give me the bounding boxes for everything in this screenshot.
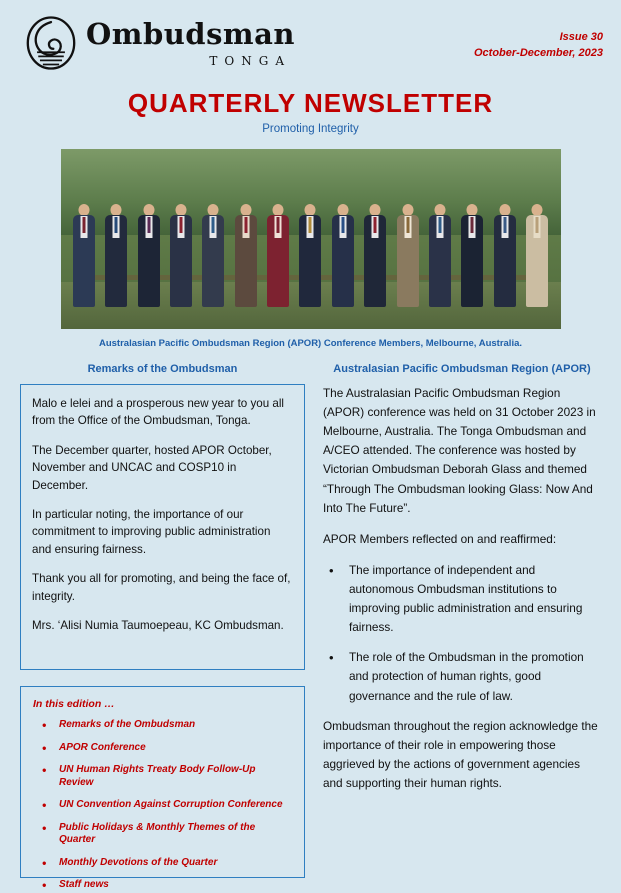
logo-wordmark	[86, 17, 295, 68]
in-this-edition-box	[20, 686, 305, 890]
remarks-heading: Remarks of the Ombudsman	[87, 363, 238, 375]
page-title: QUARTERLY NEWSLETTER	[127, 88, 494, 118]
remarks-signature: Mrs. ‘Alisi Numia Taumoepeau, KC Ombudsman.	[32, 618, 284, 632]
person-figure	[459, 204, 486, 308]
person-figure	[71, 204, 98, 308]
content-columns	[20, 363, 601, 890]
apor-bullet-list	[323, 561, 601, 706]
person-figure	[394, 204, 421, 308]
list-item: • The role of the Ombudsman in the promotion and protection of human rights, good governance and the rule of law.	[323, 648, 601, 705]
photo-block	[61, 149, 561, 349]
list-item[interactable]: • Remarks of the Ombudsman	[33, 719, 292, 732]
issue-date: October-December, 2023	[473, 46, 603, 59]
remarks-box	[20, 384, 305, 670]
issue-info	[474, 30, 603, 62]
list-item[interactable]: • UN Convention Against Corruption Conference	[33, 799, 292, 812]
list-item: • The importance of independent and autonomous Ombudsman institutions to improving public administration and ensuring fairness.	[323, 561, 601, 637]
remarks-paragraph: Malo e lelei and a prosperous new year to you all from the Office of the Ombudsman, Tonga.	[32, 397, 284, 428]
right-column	[323, 363, 601, 878]
edition-list	[33, 719, 292, 892]
ombudsman-logo	[22, 14, 295, 72]
left-column	[20, 363, 305, 890]
photo-people-row	[71, 178, 551, 308]
person-figure	[135, 204, 162, 308]
remarks-paragraph: Thank you all for promoting, and being the face of, integrity.	[32, 572, 291, 603]
issue-number: Issue 30	[559, 31, 603, 43]
list-item[interactable]: • Public Holidays & Monthly Themes of the Quarter	[33, 822, 292, 847]
person-figure	[491, 204, 518, 308]
person-figure	[362, 204, 389, 308]
person-figure	[265, 204, 292, 308]
apor-paragraph: APOR Members reflected on and reaffirmed:	[322, 531, 557, 546]
page-subtitle: Promoting Integrity	[262, 123, 359, 135]
list-item[interactable]: • Staff news	[33, 879, 292, 892]
person-figure	[426, 204, 453, 308]
remarks-paragraph: In particular noting, the importance of our commitment to improving public administration and ensuring fairness.	[32, 507, 271, 556]
logo-subtitle: TONGA	[209, 54, 291, 68]
conference-photo	[61, 149, 561, 329]
page-header	[0, 0, 621, 86]
list-item[interactable]: • UN Human Rights Treaty Body Follow-Up Review	[33, 764, 292, 789]
apor-paragraph: Ombudsman throughout the region acknowledge the importance of their role in empowering those aggrieved by the actions of government agencies and supporting their human rights.	[322, 718, 598, 790]
title-block	[0, 88, 621, 135]
apor-heading: Australasian Pacific Ombudsman Region (APOR)	[333, 363, 591, 375]
edition-title: In this edition …	[33, 698, 115, 710]
person-figure	[232, 204, 259, 308]
apor-article	[323, 384, 601, 793]
list-item[interactable]: • APOR Conference	[33, 742, 292, 755]
person-figure	[200, 204, 227, 308]
person-figure	[297, 204, 324, 308]
apor-paragraph: The Australasian Pacific Ombudsman Region (APOR) conference was held on 31 October 2023 in Melbourne, Australia. The Tonga Ombudsman and A/CEO attended. The conference was hosted by Victorian Ombudsman Deborah Glass and themed “Through The Ombudsman looking Glass: Now And Into The Future”.	[322, 386, 596, 515]
person-figure	[168, 204, 195, 308]
person-figure	[524, 204, 551, 308]
remarks-paragraph: The December quarter, hosted APOR October, November and UNCAC and COSP10 in December.	[32, 443, 272, 492]
photo-caption: Australasian Pacific Ombudsman Region (APOR) Conference Members, Melbourne, Australia.	[98, 338, 523, 349]
logo-title: Ombudsman	[86, 17, 295, 51]
person-figure	[103, 204, 130, 308]
ombudsman-spiral-logo-icon	[22, 14, 80, 72]
list-item[interactable]: • Monthly Devotions of the Quarter	[33, 857, 292, 870]
person-figure	[329, 204, 356, 308]
